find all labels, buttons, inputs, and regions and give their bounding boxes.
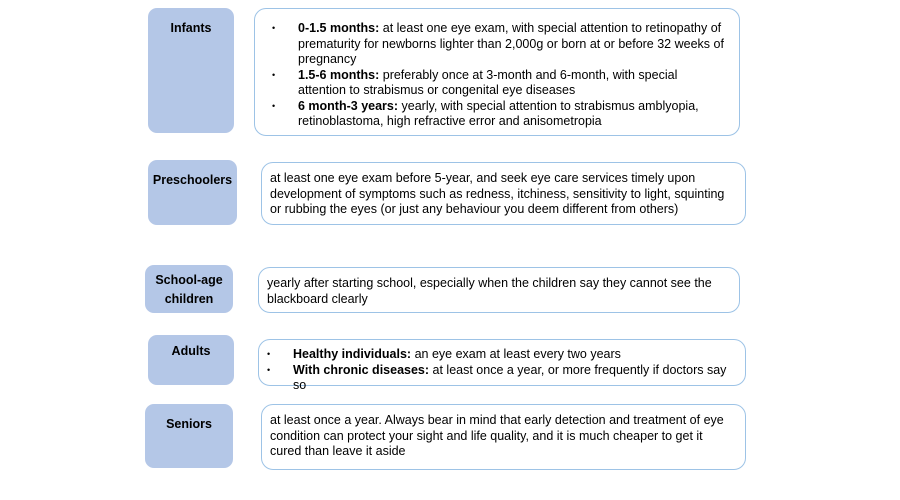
label-infants bbox=[148, 8, 234, 133]
label-adults-text: Adults bbox=[171, 344, 211, 358]
preschoolers-text: at least one eye exam before 5-year, and seek eye care services timely upon development of symptoms such as redness, itchiness, sensitivity to light, squinting or rubbing the eyes (or just any behaviour you deem different from others) bbox=[270, 171, 725, 216]
label-preschoolers bbox=[148, 160, 237, 225]
bullet-icon: • bbox=[267, 364, 271, 375]
infants-bullet-list bbox=[255, 9, 739, 130]
bullet-icon: • bbox=[272, 100, 276, 111]
label-seniors bbox=[145, 404, 233, 468]
bullet-icon: • bbox=[272, 23, 276, 33]
list-item: • 0-1.5 months: at least one eye exam, with special attention to retinopathy of prematurity for newborns lighter than 2,000g or born at or before 32 weeks of pregnancy bbox=[272, 21, 724, 66]
adults-bullet-list bbox=[259, 340, 745, 394]
adults-guideline-box bbox=[258, 339, 746, 392]
label-school-age-children bbox=[145, 265, 233, 313]
bullet-icon: • bbox=[272, 69, 276, 80]
list-item: • 6 month-3 years: yearly, with special attention to strabismus amblyopia, retinoblastoma, high refractive error and anisometropia bbox=[272, 98, 699, 128]
school-age-text: yearly after starting school, especially when the children say they cannot see the blackboard clearly bbox=[267, 276, 712, 306]
list-item: • With chronic diseases: at least once a year, or more frequently if doctors say so bbox=[267, 362, 727, 392]
list-item: • 1.5-6 months: preferably once at 3-month and 6-month, with special attention to strabismus or congenital eye diseases bbox=[272, 67, 678, 97]
label-school-age-line1: School-age bbox=[155, 273, 223, 287]
seniors-text: at least once a year. Always bear in mind that early detection and treatment of eye condition can protect your sight and life quality, and it is much cheaper to get it cured than leave it aside bbox=[270, 413, 724, 458]
label-infants-text: Infants bbox=[170, 21, 212, 35]
label-adults bbox=[148, 335, 234, 385]
bullet-icon: • bbox=[267, 349, 271, 359]
school-age-guideline-box bbox=[258, 267, 740, 313]
infants-guideline-box bbox=[254, 8, 740, 136]
preschoolers-guideline-box bbox=[261, 162, 746, 225]
label-seniors-text: Seniors bbox=[166, 417, 212, 431]
label-school-age-line2: children bbox=[164, 292, 214, 306]
label-preschoolers-text: Preschoolers bbox=[152, 173, 233, 187]
seniors-guideline-box bbox=[261, 404, 746, 470]
list-item: • Healthy individuals: an eye exam at least every two years bbox=[267, 347, 621, 361]
